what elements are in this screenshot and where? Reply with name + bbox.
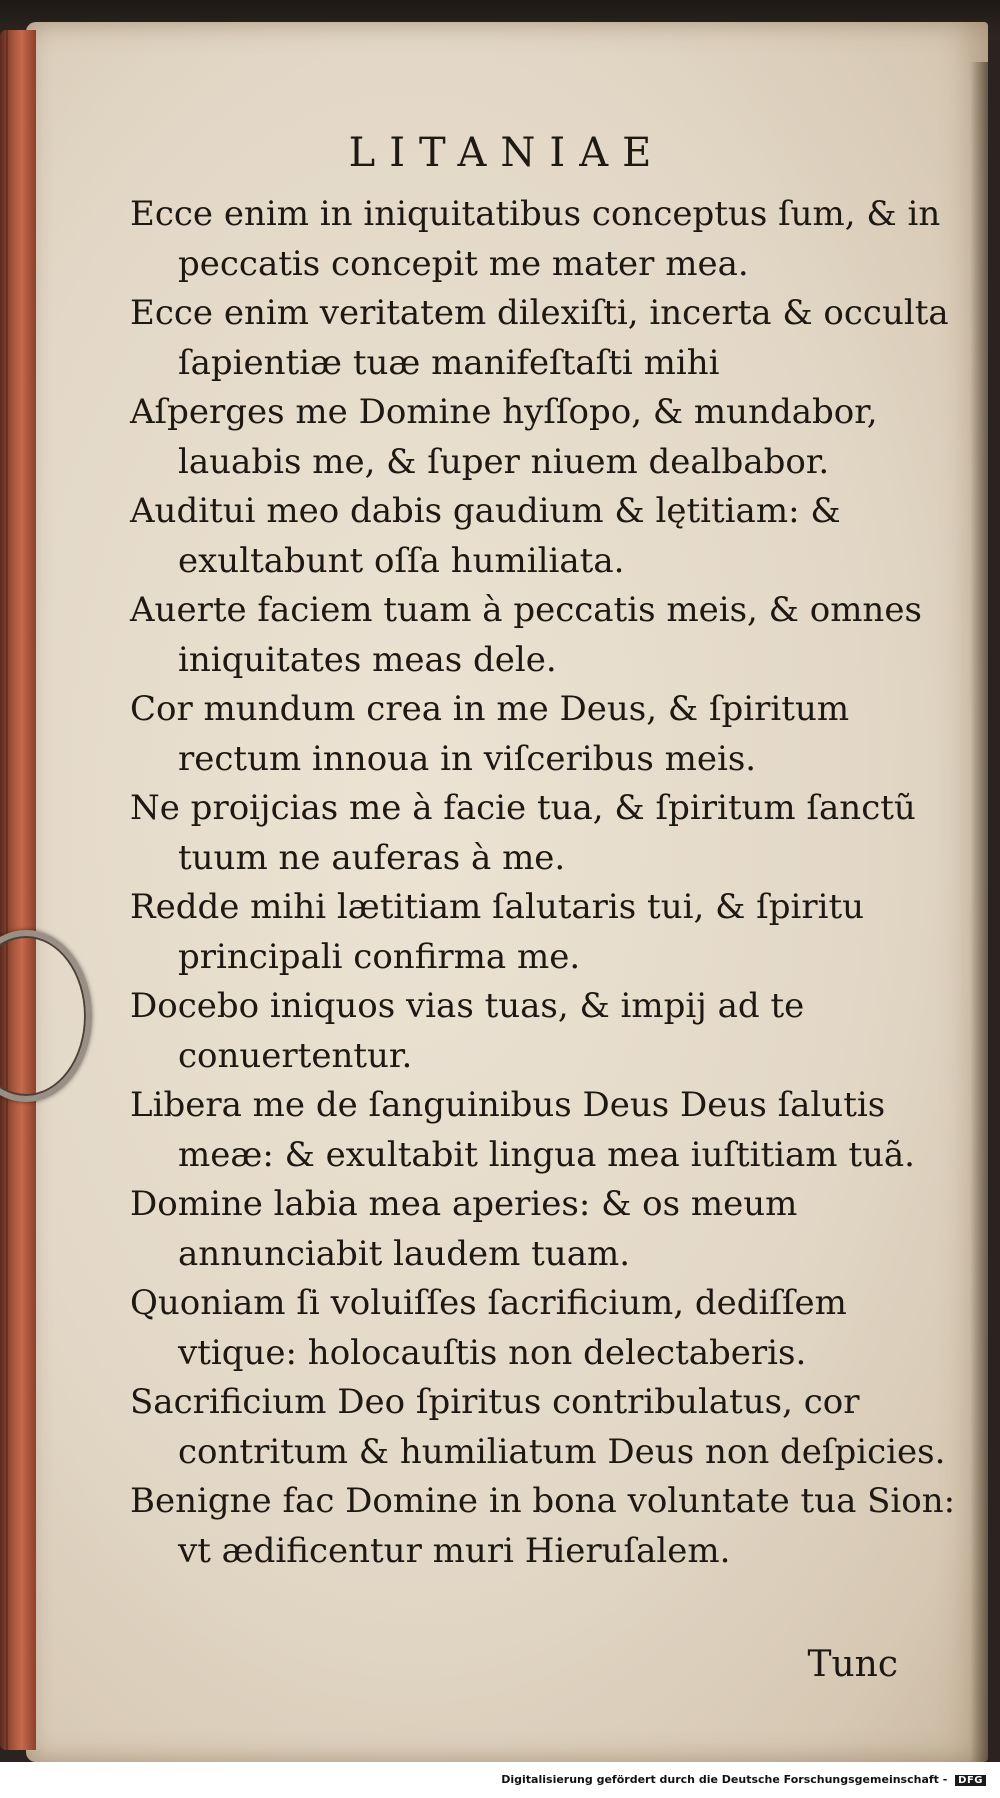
verse: Aſperges me Domine hyſſopo, & mundabor, lauabis me, & ſuper niuem dealbabor. xyxy=(130,392,878,482)
book-page-edges xyxy=(0,30,36,1750)
running-head: LITANIAE xyxy=(348,130,666,176)
digitization-credit xyxy=(501,1773,986,1786)
verse: Redde mihi lætitiam ſalutaris tui, & ſpiritu principali confirma me. xyxy=(130,887,865,977)
verse: Sacrificium Deo ſpiritus contribulatus, cor contritum & humiliatum Deus non deſpicies. xyxy=(130,1382,946,1472)
verse: Quoniam ſi voluiſſes ſacrificium, dediſſem vtique: holocauſtis non delectaberis. xyxy=(130,1283,847,1373)
verse: Domine labia mea aperies: & os meum annunciabit laudem tuam. xyxy=(130,1184,798,1274)
verse: Docebo iniquos vias tuas, & impij ad te conuertentur. xyxy=(130,986,805,1076)
book-page xyxy=(26,22,988,1762)
verse: Ne proijcias me à facie tua, & ſpiritum ſanctũ tuum ne auferas à me. xyxy=(130,788,916,878)
verse: Cor mundum crea in me Deus, & ſpiritum rectum innoua in viſceribus meis. xyxy=(130,689,850,779)
page-gutter-shadow xyxy=(970,62,988,1762)
catchword: Tunc xyxy=(807,1644,898,1685)
verse-list xyxy=(130,190,970,1576)
credit-text: Digitalisierung gefördert durch die Deutsche Forschungsgemeinschaft - xyxy=(501,1773,948,1786)
dfg-logo-icon: DFG xyxy=(955,1775,986,1786)
verse: Auditui meo dabis gaudium & lętitiam: & exultabunt oſſa humiliata. xyxy=(130,491,841,581)
verse: Ecce enim veritatem dilexiſti, incerta & occulta ſapientiæ tuæ manifeſtaſti mihi xyxy=(130,293,949,383)
verse: Libera me de ſanguinibus Deus Deus ſalutis meæ: & exultabit lingua mea iuſtitiam tuã. xyxy=(130,1085,915,1175)
verse: Benigne fac Domine in bona voluntate tua Sion: vt ædificentur muri Hieruſalem. xyxy=(130,1481,956,1571)
verse: Ecce enim in iniquitatibus conceptus ſum, & in peccatis concepit me mater mea. xyxy=(130,194,941,284)
verse: Auerte faciem tuam à peccatis meis, & omnes iniquitates meas dele. xyxy=(130,590,922,680)
